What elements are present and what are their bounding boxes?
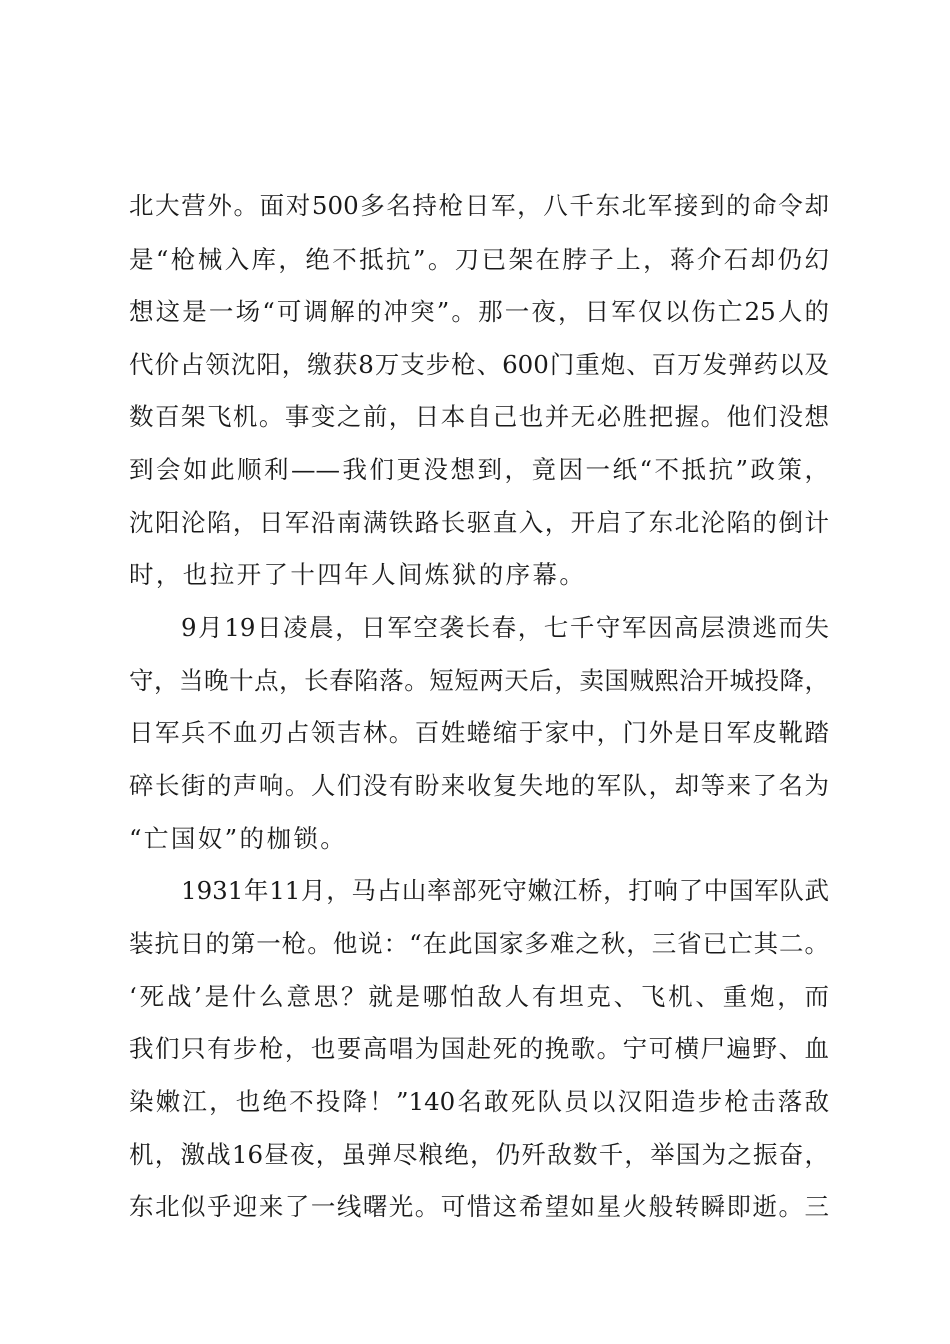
text-line: “亡国奴”的枷锁。: [129, 824, 348, 853]
text-line: 到会如此顺利——我们更没想到，竟因一纸“不抵抗”政策，: [129, 455, 829, 484]
text-line: ‘死战’是什么意思？就是哪怕敌人有坦克、飞机、重炮，而: [129, 982, 829, 1011]
text-line: 时，也拉开了十四年人间炼狱的序幕。: [129, 560, 587, 589]
text-line: 数百架飞机。事变之前，日本自己也并无必胜把握。他们没想: [129, 402, 829, 431]
text-line: 代价占领沈阳，缴获8万支步枪、600门重炮、百万发弹药以及: [129, 350, 829, 379]
text-line: 1931年11月，马占山率部死守嫩江桥，打响了中国军队武: [181, 876, 829, 905]
text-line: 装抗日的第一枪。他说：“在此国家多难之秋，三省已亡其二。: [129, 929, 829, 958]
text-line: 想这是一场“可调解的冲突”。那一夜，日军仅以伤亡25人的: [129, 297, 829, 326]
text-line: 沈阳沦陷，日军沿南满铁路长驱直入，开启了东北沦陷的倒计: [129, 508, 829, 537]
text-line: 9月19日凌晨，日军空袭长春，七千守军因高层溃逃而失: [181, 613, 829, 642]
text-line: 北大营外。面对500多名持枪日军，八千东北军接到的命令却: [129, 191, 829, 220]
text-line: 东北似乎迎来了一线曙光。可惜这希望如星火般转瞬即逝。三: [129, 1192, 829, 1221]
text-line: 守，当晚十点，长春陷落。短短两天后，卖国贼熙洽开城投降，: [129, 666, 829, 695]
text-line: 日军兵不血刃占领吉林。百姓蜷缩于家中，门外是日军皮靴踏: [129, 718, 829, 747]
text-line: 染嫩江，也绝不投降！”140名敢死队员以汉阳造步枪击落敌: [129, 1087, 829, 1116]
text-line: 我们只有步枪，也要高唱为国赴死的挽歌。宁可横尸遍野、血: [129, 1034, 829, 1063]
text-line: 机，激战16昼夜，虽弹尽粮绝，仍歼敌数千，举国为之振奋，: [129, 1140, 829, 1169]
text-line: 是“枪械入库，绝不抵抗”。刀已架在脖子上，蒋介石却仍幻: [129, 245, 829, 274]
text-line: 碎长街的声响。人们没有盼来收复失地的军队，却等来了名为: [129, 771, 829, 800]
